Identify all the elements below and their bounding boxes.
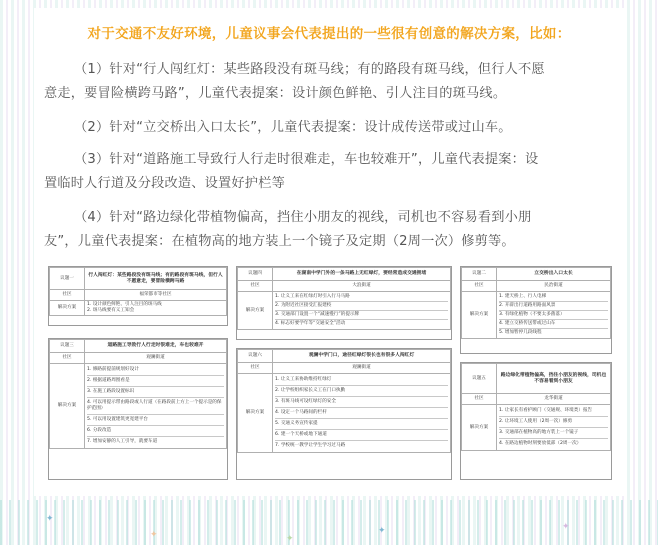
- plan-item: 4. 建立交桥传送带或过山车: [499, 320, 608, 329]
- title-label: 议题一: [50, 268, 85, 290]
- topic-title: 立交桥出入口太长: [497, 268, 611, 281]
- paragraph-2-line-1: （2）针对“立交桥出入口太长”，儿童代表提案：设计成传送带或过山车。: [74, 120, 512, 135]
- area-label: 社区: [462, 394, 497, 405]
- area-value: 大浪街道: [273, 281, 451, 292]
- decorative-border: [0, 500, 658, 545]
- paragraph-3-line-1: （3）针对“道路施工导致行人行走时很难走，车也较难开”，儿童代表提案：设: [74, 152, 539, 167]
- topic-title: 道路施工导致行人行走时很难走，车也较难开: [85, 340, 227, 353]
- plan-item: 4. 可以用提示带由路段或人行道（在路段前上方上一个提示是的保护范围）: [87, 398, 224, 415]
- plan-list: [273, 292, 451, 330]
- plan-label: 解决方案: [462, 292, 497, 339]
- area-value: 福荣都市等社区: [85, 290, 227, 301]
- plan-label: 解决方案: [50, 364, 85, 449]
- table-topic-5-grid: [461, 363, 611, 451]
- star-icon: ✦: [562, 522, 570, 532]
- plan-item: 2. 让学校组织家长义工在门口执勤: [275, 386, 448, 397]
- plan-item: 1. 让家长有看护顾门（交通规、环境类）报告: [499, 406, 608, 417]
- plan-item: 3. 交通部在植物高的地方装上一个镜子: [499, 428, 608, 439]
- plan-list: [497, 405, 611, 451]
- plan-item: 3. 在施工路段设置标识: [87, 387, 224, 398]
- title-label: 议题六: [238, 350, 273, 363]
- plan-item: 4. 在路边植物时刻要放低部（2周一次）: [499, 441, 582, 446]
- topic-title: 路边绿化带植物偏高，挡住小朋友的视线，司机也不容易看到小朋友: [497, 364, 611, 394]
- area-value: 民治街道: [497, 281, 611, 292]
- plan-item: 2. 根据道路周围看是: [87, 376, 224, 387]
- area-label: 社区: [238, 363, 273, 374]
- paragraph-4: [44, 206, 616, 254]
- area-label: 社区: [50, 290, 85, 301]
- plan-item: 6. 分段改造: [87, 426, 224, 437]
- plan-label: 解决方案: [238, 292, 273, 330]
- table-topic-2-grid: [461, 267, 611, 339]
- title-label: 议题三: [50, 340, 85, 353]
- plan-item: 1. 建天桥上、行人电梯: [499, 293, 608, 302]
- paragraph-2: [44, 116, 616, 140]
- plan-item: 3. 交通部门设置一个“减速慢行”的提示牌: [275, 311, 448, 320]
- area-value: 观澜街道: [85, 353, 227, 364]
- plan-list: [497, 292, 611, 339]
- plan-label: 解决方案: [50, 301, 85, 316]
- plan-item: 5. 交通义务宣传家提: [275, 419, 448, 430]
- paragraph-4-line-1: （4）针对“路边绿化带植物偏高，挡住小朋友的视线，司机也不容易看到小朋: [74, 210, 532, 225]
- table-topic-4: [236, 266, 452, 340]
- paragraph-3-line-2: 置临时人行道及分段改造、设置好护栏等: [44, 176, 285, 191]
- plan-item: 2. 斑马线要有义工知会: [87, 308, 135, 313]
- topic-title: 行人闯红灯：某些路段没有斑马线；有的路段有斑马线，但行人不愿意走，要冒险横跨马路: [85, 268, 227, 290]
- plan-label: 解决方案: [462, 405, 497, 451]
- plan-item: 3. 有斑马线可设红绿灯的安全: [275, 397, 448, 408]
- article-card: [34, 8, 624, 496]
- table-topic-2: [460, 266, 612, 354]
- area-label: 社区: [462, 281, 497, 292]
- table-topic-4-grid: [237, 267, 451, 330]
- table-topic-6-grid: [237, 349, 451, 453]
- plan-item: 5. 增加暂停几段线程: [499, 330, 542, 335]
- plan-item: 3. 有绿化植物（不要太多菌落）: [499, 311, 608, 320]
- table-topic-1-grid: [49, 267, 227, 316]
- proposal-tables-figure: [48, 266, 612, 480]
- plan-item: 7. 增加安静的人工引导，就要车道: [87, 439, 158, 444]
- title-label: 议题二: [462, 268, 497, 281]
- plan-item: 1. 设计颜色鲜艳、引人注目的斑马线: [87, 302, 162, 307]
- plan-item: 1. 修路前提前规划好设计: [87, 365, 224, 376]
- plan-list: [85, 364, 227, 449]
- star-icon: ✦: [150, 530, 158, 540]
- topic-title: 观澜中学门口，途径红绿灯很长也有很多人闯红灯: [273, 350, 451, 363]
- star-icon: ✦: [286, 534, 294, 544]
- area-value: 龙华街道: [497, 394, 611, 405]
- star-icon: ✦: [46, 514, 54, 524]
- plan-item: 5. 可以用设置建筑更宽建平台: [87, 415, 224, 426]
- title-label: 议题四: [238, 268, 273, 281]
- area-label: 社区: [50, 353, 85, 364]
- paragraph-4-line-2: 友”，儿童代表提案：在植物高的地方装上一个镜子及定期（2周一次）修剪等。: [44, 234, 515, 249]
- plan-item: 6. 建一个天桥或地下通道: [275, 430, 448, 441]
- table-topic-1: [48, 266, 228, 326]
- area-label: 社区: [238, 281, 273, 292]
- title-label: 议题五: [462, 364, 497, 394]
- star-icon: ✦: [378, 526, 386, 536]
- paragraph-1-line-2: 意走，要冒险横跨马路”，儿童代表提案：设计颜色鲜艳、引人注目的斑马线。: [44, 86, 507, 101]
- table-topic-3-grid: [49, 339, 227, 449]
- plan-item: 7. 学校统一教学让学生学习过马路: [275, 443, 346, 448]
- table-topic-3: [48, 338, 228, 480]
- plan-item: 4. 标志好要学年等“交通安全”活动: [275, 321, 346, 326]
- plan-label: 解决方案: [238, 374, 273, 453]
- plan-list: [273, 374, 451, 453]
- plan-list: [85, 301, 227, 316]
- plan-item: 2. 开辟出行道路用路面风景: [499, 302, 608, 311]
- paragraph-3: [44, 148, 616, 196]
- table-topic-5: [460, 362, 612, 480]
- paragraph-1-line-1: （1）针对“行人闯红灯：某些路段没有斑马线；有的路段有斑马线，但行人不愿: [74, 62, 545, 77]
- area-value: 观澜街道: [273, 363, 451, 374]
- table-topic-6: [236, 348, 452, 480]
- plan-item: 4. 设定一个马路间的栏杆: [275, 408, 448, 419]
- plan-item: 1. 让义工来在红绿灯时引入行马马路: [275, 293, 448, 302]
- plan-item: 1. 让义工来协助维持红绿灯: [275, 375, 448, 386]
- headline: 对于交通不友好环境，儿童议事会代表提出的一些很有创意的解决方案，比如：: [87, 26, 571, 42]
- plan-item: 2. 让环境工人使用（2周一次）修剪: [499, 417, 608, 428]
- topic-title: 在湖南中学门外的一条马路上无红绿灯，要经常造成交通拥堵: [273, 268, 451, 281]
- paragraph-1: [44, 58, 616, 106]
- plan-item: 2. 为附近社区接受汇报建校: [275, 302, 448, 311]
